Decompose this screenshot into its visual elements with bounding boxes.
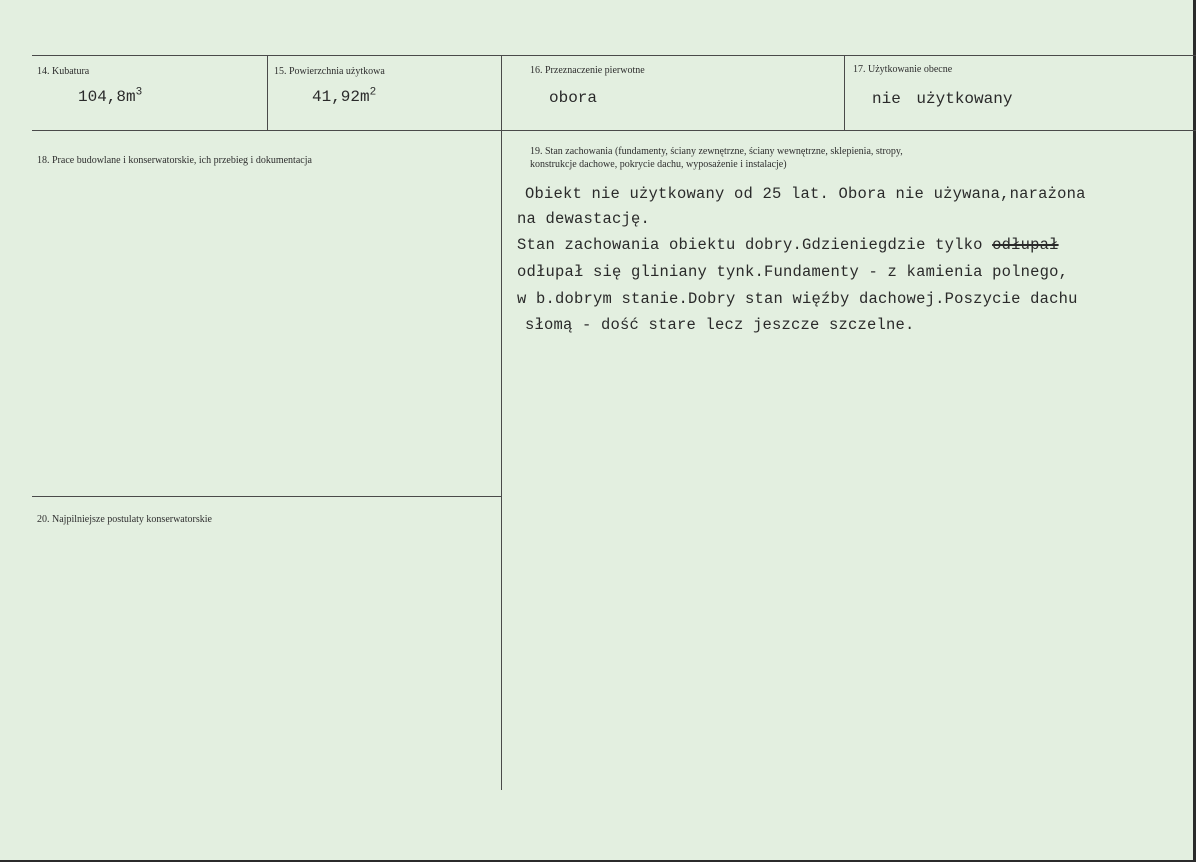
top-rule: [32, 55, 1196, 56]
uzytkowanie-label: 17. Użytkowanie obecne: [853, 64, 953, 75]
stan-label-line1: 19. Stan zachowania (fundamenty, ściany zewnętrzne, ściany wewnętrzne, sklepienia, stropy,: [530, 146, 903, 157]
stan-text-line4: odłupał się gliniany tynk.Fundamenty - z kamienia polnego,: [517, 263, 1069, 281]
prace-label: 18. Prace budowlane i konserwatorskie, ich przebieg i dokumentacja: [37, 155, 312, 166]
stan-text-line1: Obiekt nie użytkowany od 25 lat. Obora nie używana,narażona: [525, 185, 1086, 203]
przeznaczenie-value: obora: [549, 89, 598, 107]
stan-text-line2: na dewastację.: [517, 210, 651, 228]
uzytkowanie-value: nie użytkowany: [872, 90, 1013, 108]
postulaty-label: 20. Najpilniejsze postulaty konserwatorskie: [37, 514, 212, 525]
przeznaczenie-label: 16. Przeznaczenie pierwotne: [530, 65, 645, 76]
kubatura-value: $104,8m^3$: [78, 86, 143, 106]
col-divider-3: [844, 55, 845, 130]
left-column-divider: [32, 496, 501, 497]
stan-text-line3: Stan zachowania obiektu dobry.Gdzieniegdzie tylko odłupał: [517, 236, 1059, 254]
row-divider: [32, 130, 1196, 131]
stan-text-line5: w b.dobrym stanie.Dobry stan więźby dachowej.Poszycie dachu: [517, 290, 1078, 308]
struck-word: odłupał: [992, 236, 1059, 254]
powierzchnia-label: 15. Powierzchnia użytkowa: [274, 66, 385, 77]
powierzchnia-value: $41,92m^2$: [312, 86, 377, 106]
col-divider-1: [267, 55, 268, 130]
stan-text-line6: słomą - dość stare lecz jeszcze szczelne.: [525, 316, 915, 334]
col-divider-main: [501, 55, 502, 790]
stan-label-line2: konstrukcje dachowe, pokrycie dachu, wyposażenie i instalacje): [530, 159, 787, 170]
kubatura-label: 14. Kubatura: [37, 66, 90, 77]
